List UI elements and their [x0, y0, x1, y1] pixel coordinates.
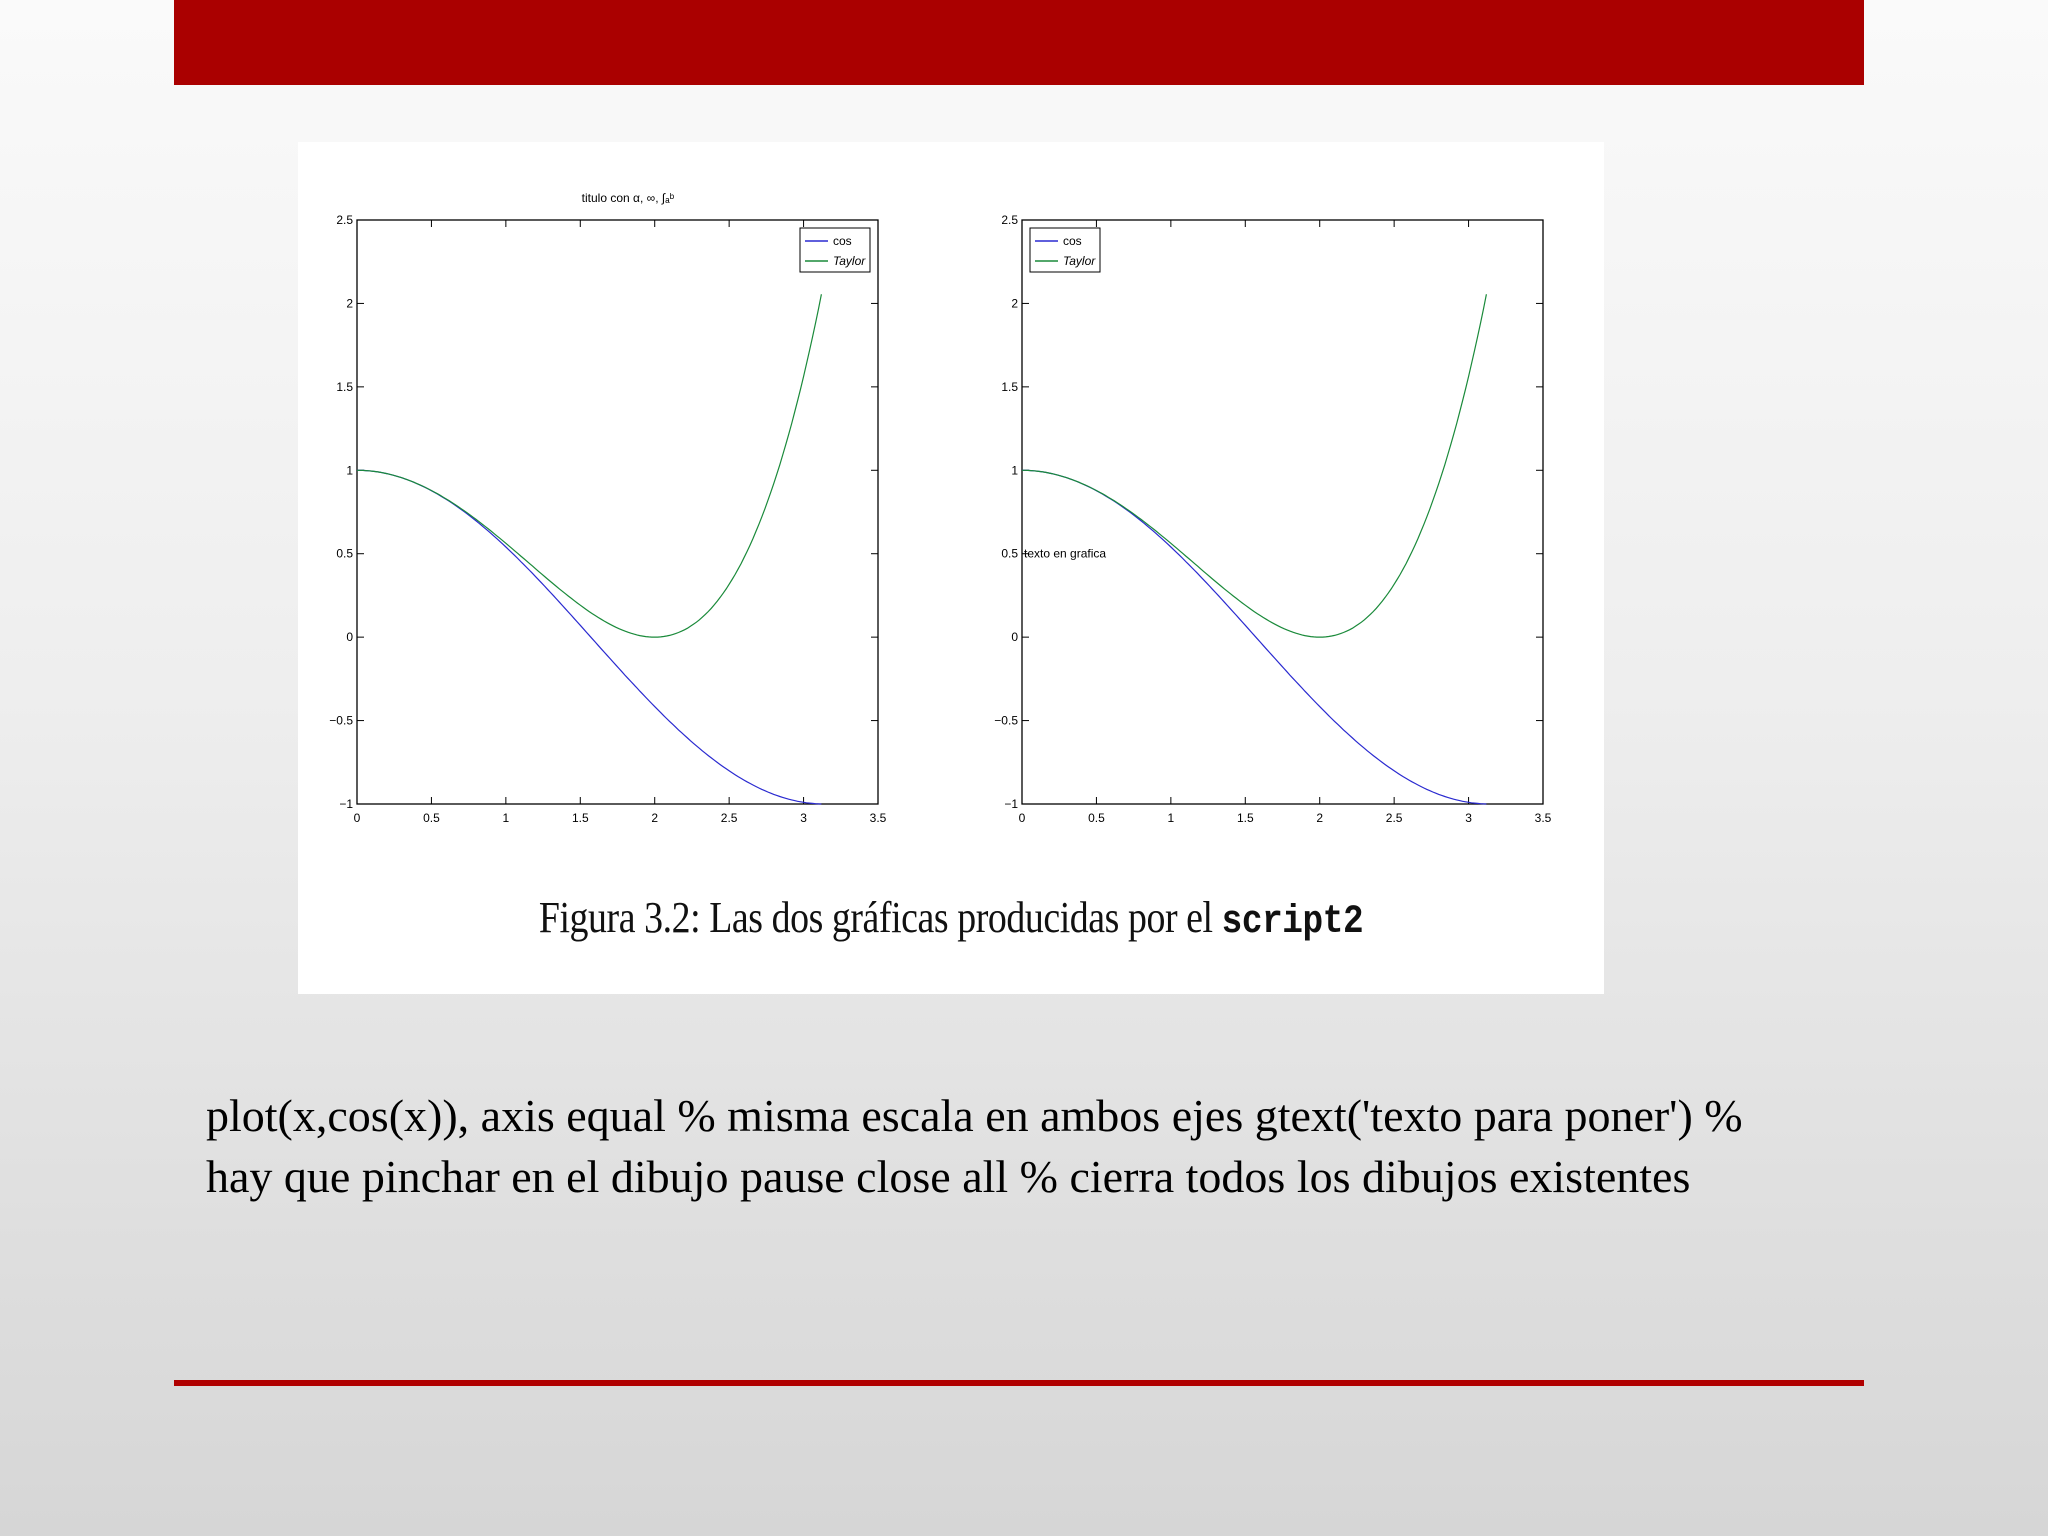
- x-tick-label: 1.5: [571, 811, 589, 825]
- x-tick-label: 0: [1018, 811, 1026, 825]
- slide-body-text: plot(x,cos(x)), axis equal % misma escala en ambos ejes gtext('texto para poner') % hay que pinchar en el dibujo pause close all % cierra todos los dibujos existentes: [206, 1090, 1743, 1202]
- y-tick-label: −0.5: [329, 713, 353, 728]
- x-tick-label: 2.5: [1385, 811, 1403, 825]
- x-tick-label: 3: [1465, 811, 1472, 825]
- x-tick-label: 3.5: [869, 811, 887, 825]
- legend-label: cos: [1063, 234, 1082, 248]
- x-tick-label: 1: [502, 811, 510, 825]
- x-tick-label: 2.5: [720, 811, 738, 825]
- x-tick-label: 1.5: [1236, 811, 1254, 825]
- x-tick-label: 3.5: [1534, 811, 1552, 825]
- y-tick-label: 1: [1011, 463, 1018, 478]
- y-tick-label: 0.5: [336, 546, 353, 561]
- series-line-cos: [357, 470, 821, 804]
- x-tick-label: 2: [1316, 811, 1324, 825]
- x-tick-label: 0: [353, 811, 361, 825]
- x-tick-label: 2: [651, 811, 659, 825]
- y-tick-label: −1: [339, 797, 353, 811]
- slide-header-bar: [174, 0, 1864, 85]
- y-tick-label: 2: [346, 296, 353, 311]
- chart-annotation: texto en grafica: [1024, 546, 1107, 561]
- y-tick-label: 1: [346, 463, 353, 478]
- legend-label: cos: [833, 234, 852, 248]
- y-tick-label: 2.5: [1001, 213, 1018, 227]
- y-tick-label: 2.5: [336, 213, 353, 227]
- legend-label: Taylor: [1063, 254, 1096, 268]
- y-tick-label: −0.5: [994, 713, 1018, 728]
- series-line-cos: [1022, 470, 1486, 804]
- figure-caption: [389, 892, 1512, 945]
- y-tick-label: 0: [346, 630, 353, 645]
- caption-code: script2: [1221, 900, 1364, 945]
- y-tick-label: 2: [1011, 296, 1018, 311]
- chart-title: titulo con α, ∞, ∫ₐᵇ: [581, 191, 675, 205]
- plot-frame-2: [1022, 220, 1543, 804]
- y-tick-label: −1: [1004, 797, 1018, 811]
- y-tick-label: 0: [1011, 630, 1018, 645]
- caption-text: Figura 3.2: Las dos gráficas producidas por el: [538, 893, 1222, 942]
- slide-footer-rule: [174, 1380, 1864, 1386]
- series-line-taylor: [1022, 294, 1486, 637]
- y-tick-label: 1.5: [1001, 379, 1018, 394]
- legend-label: Taylor: [833, 254, 866, 268]
- plot-frame-1: [357, 220, 878, 804]
- series-line-taylor: [357, 294, 821, 637]
- y-tick-label: 1.5: [336, 379, 353, 394]
- figure-plots: [298, 142, 1604, 882]
- x-tick-label: 1: [1167, 811, 1175, 825]
- y-tick-label: 0.5: [1001, 546, 1018, 561]
- x-tick-label: 0.5: [423, 811, 440, 825]
- x-tick-label: 3: [800, 811, 807, 825]
- figure-image: [298, 142, 1604, 994]
- x-tick-label: 0.5: [1088, 811, 1105, 825]
